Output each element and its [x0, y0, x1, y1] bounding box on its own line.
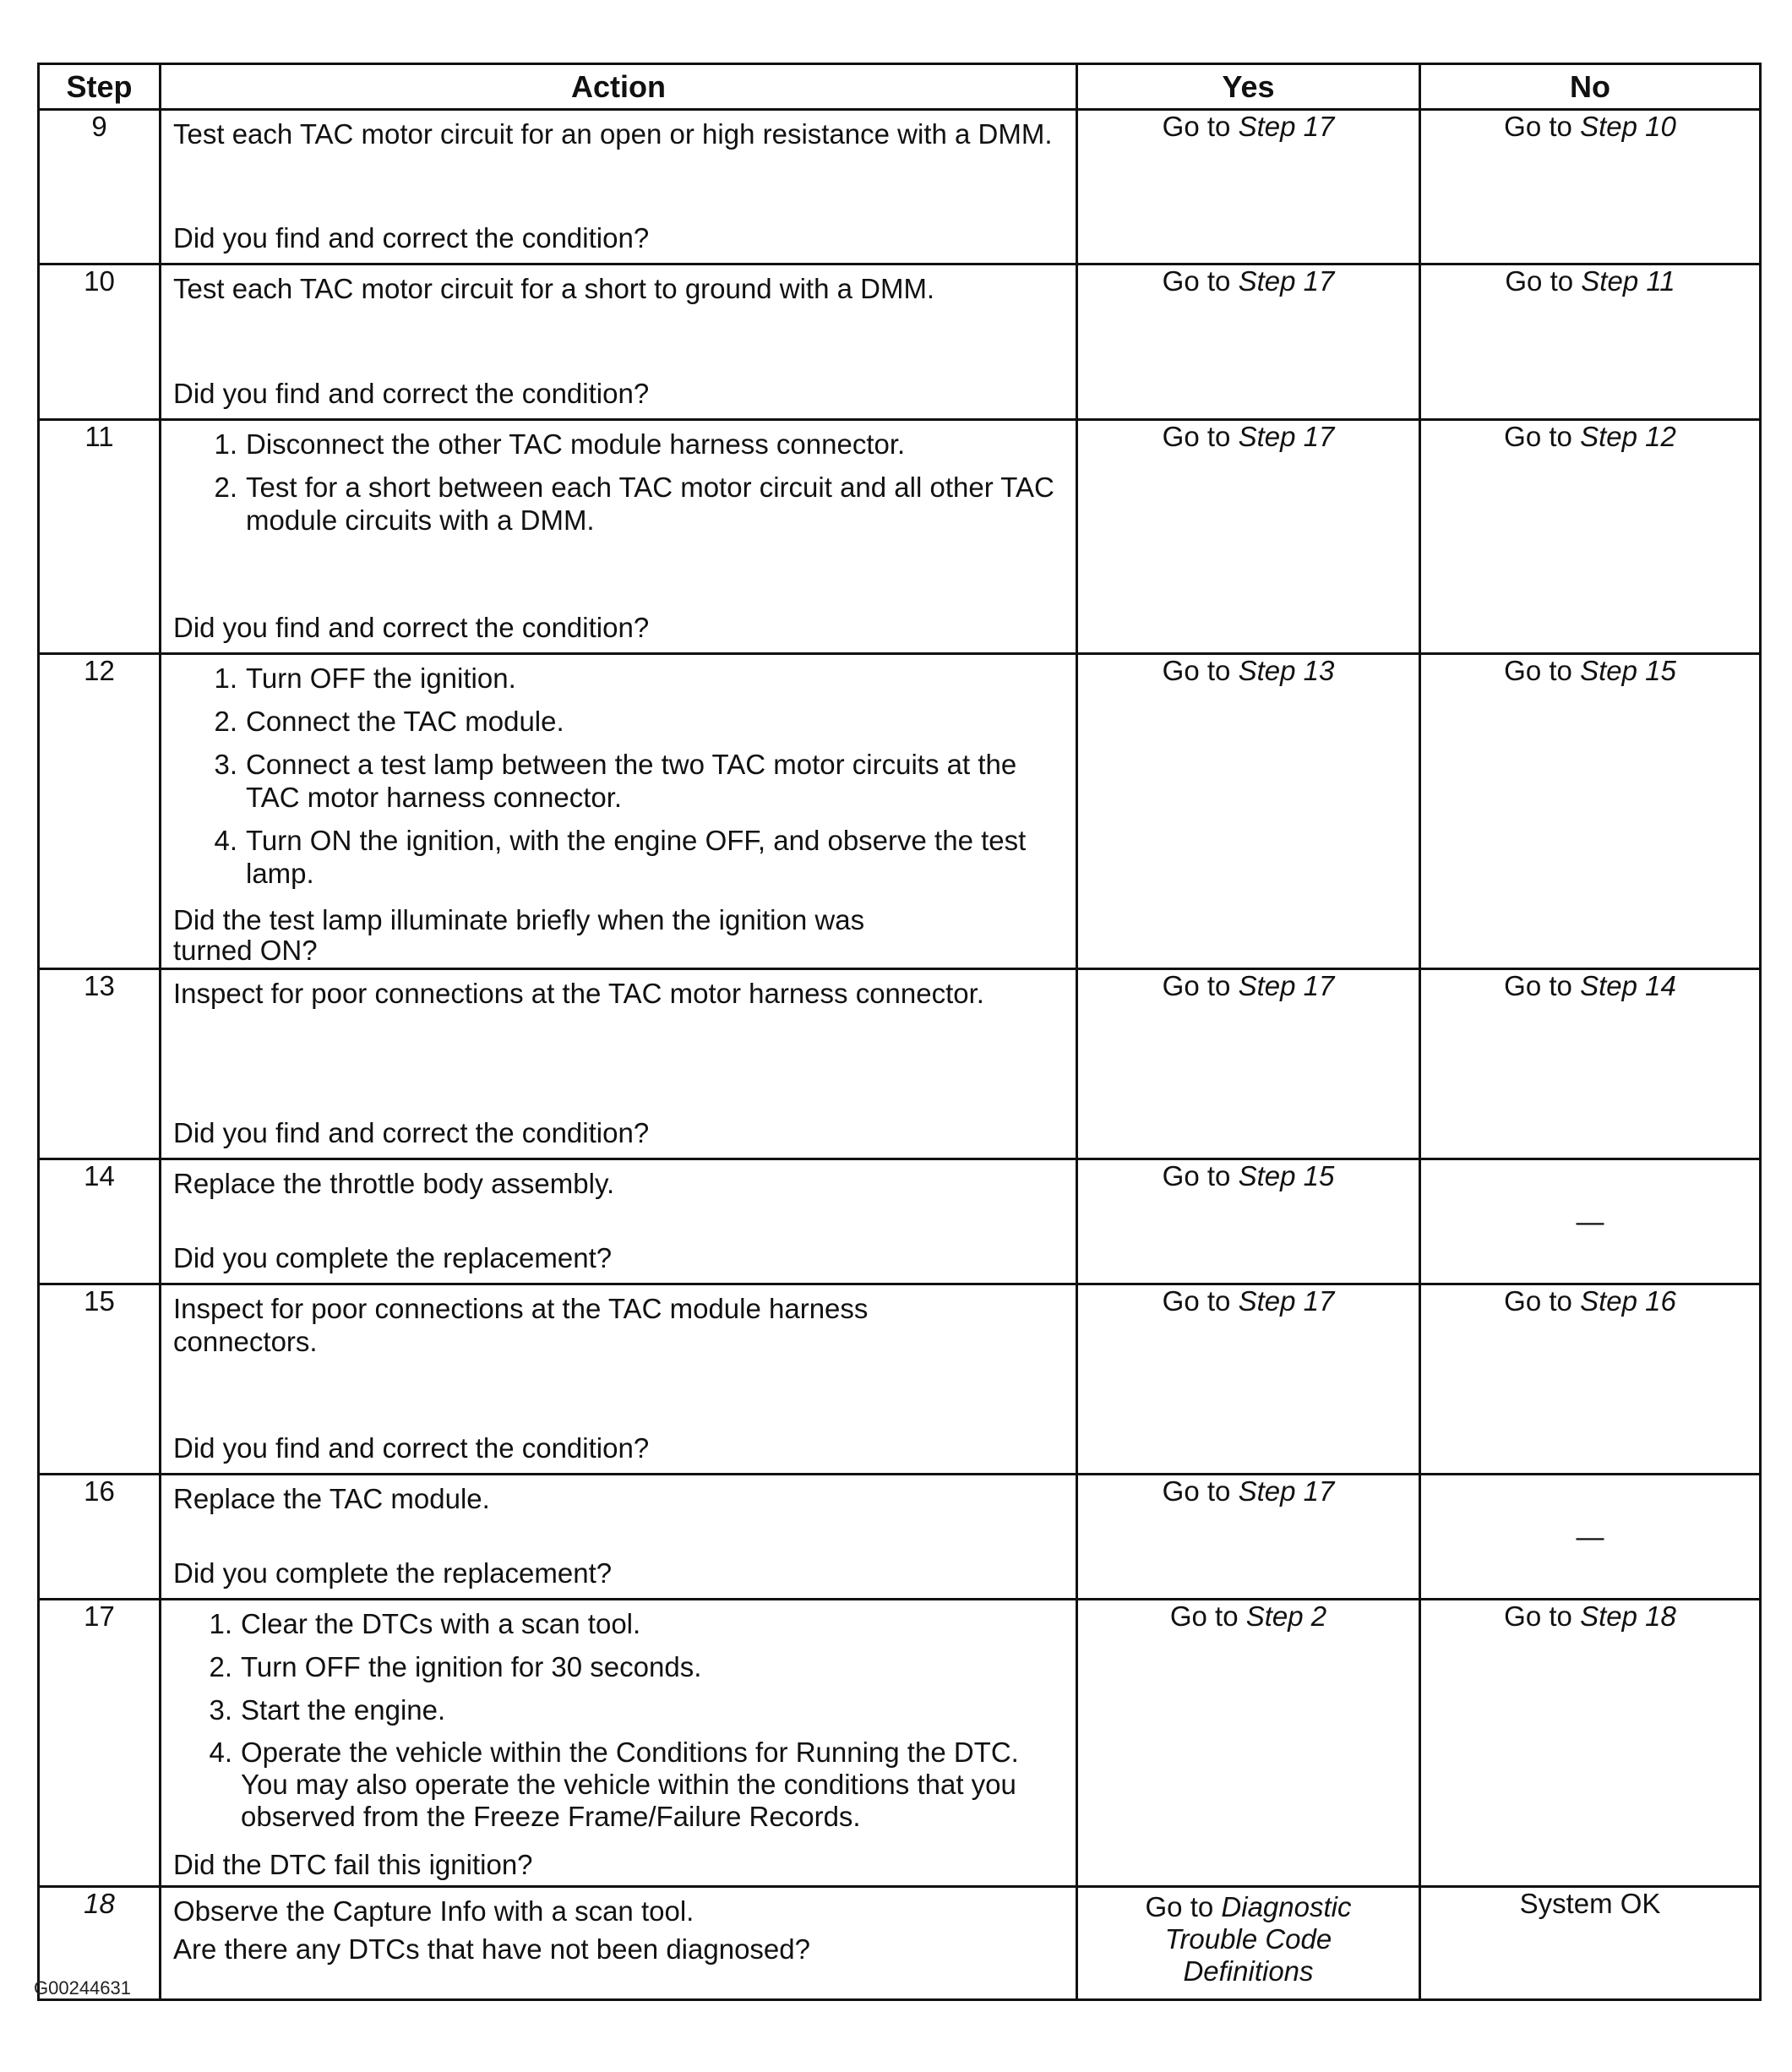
yes-cell [1077, 1887, 1420, 2000]
no-step-link[interactable]: Step 11 [1581, 265, 1675, 297]
no-prefix: Go to [1504, 1285, 1572, 1317]
no-cell [1420, 654, 1761, 969]
step-number: 9 [39, 110, 161, 264]
table-row [39, 110, 1761, 264]
yes-prefix: Go to [1162, 1475, 1231, 1507]
yes-step-link[interactable]: Step 17 [1238, 265, 1335, 297]
step-number: 12 [39, 654, 161, 969]
action-question: Did you find and correct the condition? [173, 612, 650, 643]
header-row [39, 64, 1761, 110]
table-row [39, 969, 1761, 1159]
table-row [39, 654, 1761, 969]
yes-prefix: Go to [1162, 655, 1231, 686]
header-action: Action [161, 64, 1077, 110]
action-text: Inspect for poor connections at the TAC motor harness connector. [173, 978, 984, 1009]
action-list [173, 428, 1064, 547]
action-cell [161, 1159, 1077, 1284]
yes-prefix: Go to [1162, 1285, 1231, 1317]
list-item: 2. Connect the TAC module. [214, 706, 564, 737]
no-step-link[interactable]: Step 15 [1580, 655, 1676, 686]
table-row [39, 264, 1761, 420]
yes-step-link[interactable]: Step 2 [1245, 1600, 1327, 1632]
action-cell [161, 264, 1077, 420]
step-number: 14 [39, 1159, 161, 1284]
action-cell [161, 1887, 1077, 2000]
list-item: 4. Turn ON the ignition, with the engine OFF, and observe the test lamp. [214, 825, 1027, 889]
list-item: 4. Operate the vehicle within the Conditions for Running the DTC. You may also operate the vehicle within the conditions that you observed from the Freeze Frame/Failure Records. [209, 1737, 1019, 1832]
no-cell [1420, 1159, 1761, 1284]
step-number: 18 [39, 1887, 161, 2000]
figure-id: G00244631 [34, 1977, 131, 1998]
step-number: 17 [39, 1600, 161, 1887]
action-text: Replace the TAC module. [173, 1483, 490, 1514]
yes-cell [1077, 1159, 1420, 1284]
table-row [39, 1887, 1761, 2000]
no-prefix: Go to [1504, 111, 1572, 142]
yes-prefix: Go to [1162, 265, 1231, 297]
action-cell [161, 1600, 1077, 1887]
no-cell [1420, 969, 1761, 1159]
action-question: Did the DTC fail this ignition? [173, 1849, 533, 1880]
no-cell [1420, 264, 1761, 420]
table-row [39, 1600, 1761, 1887]
action-cell [161, 1284, 1077, 1475]
yes-cell [1077, 654, 1420, 969]
action-question: Did you find and correct the condition? [173, 1117, 650, 1148]
list-item: 1. Disconnect the other TAC module harness connector. [214, 428, 906, 460]
yes-step-link[interactable]: Step 13 [1238, 655, 1335, 686]
step-number: 15 [39, 1284, 161, 1475]
action-text: Inspect for poor connections at the TAC module harness connectors. [173, 1293, 869, 1357]
yes-step-link[interactable]: Step 17 [1238, 970, 1335, 1001]
action-question: Did you find and correct the condition? [173, 1432, 650, 1464]
action-text: Replace the throttle body assembly. [173, 1168, 615, 1199]
yes-step-link[interactable]: Step 17 [1238, 1285, 1335, 1317]
action-cell [161, 1475, 1077, 1600]
action-list [173, 662, 1064, 900]
list-item: 3. Connect a test lamp between the two TAC motor circuits at the TAC motor harness connector. [214, 749, 1017, 813]
no-step-link[interactable]: Step 18 [1580, 1600, 1676, 1632]
table-row [39, 1475, 1761, 1600]
yes-step-link[interactable]: Step 17 [1238, 111, 1335, 142]
yes-cell [1077, 1600, 1420, 1887]
yes-cell [1077, 110, 1420, 264]
action-cell [161, 420, 1077, 654]
no-cell [1420, 1887, 1761, 2000]
no-prefix: Go to [1504, 421, 1572, 452]
yes-cell [1077, 969, 1420, 1159]
no-cell [1420, 1475, 1761, 1600]
yes-cell [1077, 1284, 1420, 1475]
step-number: 13 [39, 969, 161, 1159]
no-cell [1420, 1600, 1761, 1887]
yes-step-link[interactable]: Step 17 [1238, 421, 1335, 452]
no-step-link[interactable]: Step 10 [1580, 111, 1676, 142]
header-step: Step [39, 64, 161, 110]
no-step-link[interactable]: Step 16 [1580, 1285, 1676, 1317]
table-row [39, 1159, 1761, 1284]
action-question: Did you complete the replacement? [173, 1557, 613, 1589]
list-item: 1. Clear the DTCs with a scan tool. [209, 1608, 641, 1639]
yes-definitions-link[interactable]: Diagnostic Trouble Code Definitions [1164, 1891, 1352, 1987]
yes-prefix: Go to [1162, 970, 1231, 1001]
yes-step-link[interactable]: Step 15 [1238, 1160, 1335, 1191]
no-cell [1420, 1284, 1761, 1475]
action-cell [161, 969, 1077, 1159]
no-prefix: Go to [1505, 265, 1574, 297]
table-row [39, 420, 1761, 654]
list-item: 3. Start the engine. [209, 1694, 446, 1726]
no-step-link[interactable]: Step 14 [1580, 970, 1676, 1001]
no-cell [1420, 420, 1761, 654]
yes-cell [1077, 264, 1420, 420]
yes-prefix: Go to [1162, 111, 1231, 142]
no-result: System OK [1519, 1888, 1661, 1919]
step-number: 10 [39, 264, 161, 420]
action-question: Did you complete the replacement? [173, 1242, 613, 1273]
yes-prefix: Go to [1145, 1891, 1214, 1922]
yes-cell [1077, 420, 1420, 654]
step-number: 11 [39, 420, 161, 654]
yes-cell [1077, 1475, 1420, 1600]
no-step-link[interactable]: Step 12 [1580, 421, 1676, 452]
action-text: Observe the Capture Info with a scan tool. [173, 1895, 694, 1927]
action-cell [161, 110, 1077, 264]
yes-prefix: Go to [1162, 421, 1231, 452]
action-question: Did you find and correct the condition? [173, 222, 650, 254]
list-item: 2. Turn OFF the ignition for 30 seconds. [209, 1651, 702, 1682]
no-cell [1420, 110, 1761, 264]
no-prefix: Go to [1504, 1600, 1572, 1632]
list-item: 1. Turn OFF the ignition. [214, 662, 516, 694]
diagnostic-table [37, 63, 1762, 2001]
list-item: 2. Test for a short between each TAC motor circuit and all other TAC module circuits with a DMM. [214, 472, 1054, 536]
no-dash: — [1576, 1205, 1604, 1237]
action-question: Did the test lamp illuminate briefly when the ignition was turned ON? [173, 904, 865, 966]
table-row [39, 1284, 1761, 1475]
header-no: No [1420, 64, 1761, 110]
action-cell [161, 654, 1077, 969]
action-text: Test each TAC motor circuit for a short to ground with a DMM. [173, 273, 935, 304]
action-question: Did you find and correct the condition? [173, 378, 650, 409]
step-number: 16 [39, 1475, 161, 1600]
yes-step-link[interactable]: Step 17 [1238, 1475, 1335, 1507]
action-question: Are there any DTCs that have not been diagnosed? [173, 1933, 810, 1965]
no-dash: — [1576, 1520, 1604, 1552]
yes-prefix: Go to [1169, 1600, 1239, 1632]
action-list [173, 1607, 1064, 1843]
no-prefix: Go to [1504, 970, 1572, 1001]
action-text: Test each TAC motor circuit for an open or high resistance with a DMM. [173, 118, 1053, 150]
yes-prefix: Go to [1162, 1160, 1231, 1191]
no-prefix: Go to [1504, 655, 1572, 686]
header-yes: Yes [1077, 64, 1420, 110]
